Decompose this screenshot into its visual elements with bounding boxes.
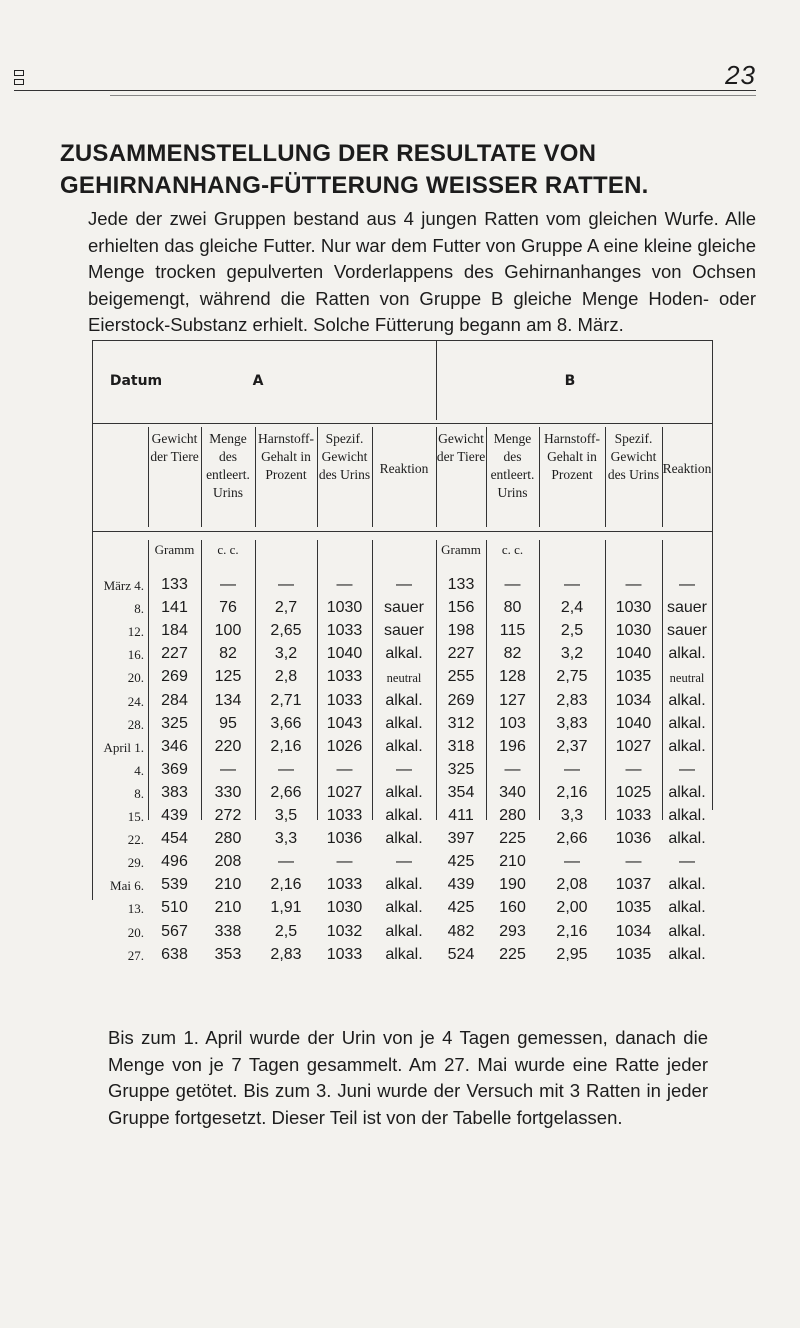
table-row-date: Mai 6. xyxy=(110,878,144,894)
table-cell-b-5: alkal. xyxy=(668,830,706,848)
table-cell-b-3: 2,37 xyxy=(556,737,588,755)
table-cell-b-5: — xyxy=(679,576,695,593)
table-cell-a-2: 210 xyxy=(214,899,242,917)
table-row-date: 22. xyxy=(127,832,144,848)
page-number: 23 xyxy=(725,60,756,90)
table-cell-a-4: 1043 xyxy=(326,714,363,732)
table-cell-b-3: 2,75 xyxy=(556,668,588,686)
table-cell-b-4: — xyxy=(625,853,642,871)
table-cell-b-5: alkal. xyxy=(668,807,706,824)
table-cell-b-2: 190 xyxy=(499,876,526,894)
table-cell-b-3: 3,2 xyxy=(560,645,584,663)
table-cell-a-2: 220 xyxy=(214,737,242,755)
column-header-a-1: Gewicht der Tiere xyxy=(150,431,199,464)
table-cell-b-2: 293 xyxy=(499,922,526,940)
table-cell-a-4: 1036 xyxy=(326,830,363,848)
table-cell-b-4: 1037 xyxy=(615,876,652,894)
table-cell-b-2: 82 xyxy=(503,645,522,663)
table-cell-a-5: neutral xyxy=(386,671,422,686)
table-cell-b-5: neutral xyxy=(669,671,705,686)
table-cell-b-3: 2,16 xyxy=(556,783,588,801)
table-cell-a-5: alkal. xyxy=(385,783,423,801)
table-cell-a-5: — xyxy=(396,576,412,593)
table-cell-b-5: alkal. xyxy=(668,876,706,894)
table-cell-a-4: 1033 xyxy=(326,876,363,894)
table-cell-b-4: 1034 xyxy=(615,691,652,709)
unit-weight-b: Gramm xyxy=(441,542,481,557)
column-header-b-4: Spezif. Gewicht des Urins xyxy=(607,431,660,482)
group-b-header: B xyxy=(564,373,576,389)
table-cell-a-1: 510 xyxy=(161,899,188,917)
table-cell-b-1: 255 xyxy=(447,668,475,686)
table-cell-a-5: alkal. xyxy=(385,876,423,894)
table-cell-a-2: 76 xyxy=(219,599,237,617)
column-header-a-5: Reaktion xyxy=(379,461,429,476)
table-cell-b-5: sauer xyxy=(666,599,708,617)
table-row-date: 12. xyxy=(127,624,144,640)
table-cell-b-4: 1040 xyxy=(615,714,652,732)
table-cell-b-1: 411 xyxy=(448,807,474,824)
table-cell-a-1: 133 xyxy=(161,576,188,593)
table-cell-b-3: 2,08 xyxy=(556,876,588,894)
row-divider xyxy=(92,340,712,341)
row-divider xyxy=(92,423,712,424)
table-cell-a-3: 1,91 xyxy=(270,899,302,917)
table-cell-a-2: 210 xyxy=(214,876,242,894)
table-cell-b-2: 80 xyxy=(503,599,522,617)
table-cell-b-2: 210 xyxy=(499,853,526,871)
table-cell-b-4: 1030 xyxy=(615,622,652,640)
table-cell-a-3: 3,5 xyxy=(274,807,298,824)
title-line-2: GEHIRNANHANG-FÜTTERUNG WEISSER RATTEN. xyxy=(60,172,649,199)
table-cell-a-2: 82 xyxy=(219,645,237,663)
table-cell-a-1: 269 xyxy=(161,668,188,686)
table-cell-b-5: — xyxy=(679,760,695,778)
table-cell-b-3: — xyxy=(564,760,580,778)
table-cell-b-1: 425 xyxy=(447,899,475,917)
table-cell-a-4: 1033 xyxy=(326,668,363,686)
unit-volume-b: c. c. xyxy=(501,542,524,557)
table-cell-b-5: — xyxy=(679,853,695,871)
table-cell-a-3: 2,71 xyxy=(270,691,302,709)
table-cell-b-3: 2,16 xyxy=(556,922,588,940)
table-row-date: 29. xyxy=(127,855,144,871)
table-cell-b-4: 1035 xyxy=(615,899,652,917)
table-cell-b-2: 127 xyxy=(499,691,526,709)
table-row-date: 20. xyxy=(127,924,144,940)
table-cell-a-1: 567 xyxy=(161,922,188,940)
table-cell-b-5: alkal. xyxy=(668,691,706,709)
table-cell-b-1: 198 xyxy=(447,622,475,640)
table-cell-a-2: 95 xyxy=(219,714,237,732)
table-cell-a-3: 3,3 xyxy=(274,830,298,848)
table-cell-b-5: alkal. xyxy=(668,737,706,755)
table-cell-a-2: 125 xyxy=(214,668,242,686)
table-cell-a-2: 100 xyxy=(214,622,242,640)
table-cell-b-2: 225 xyxy=(499,830,526,848)
table-cell-a-1: 383 xyxy=(161,783,188,801)
table-cell-b-3: — xyxy=(564,576,580,593)
table-cell-a-5: — xyxy=(396,853,412,871)
table-cell-a-1: 539 xyxy=(161,876,188,894)
table-cell-a-4: — xyxy=(336,576,353,593)
table-cell-b-2: 225 xyxy=(499,945,526,963)
table-cell-a-5: alkal. xyxy=(385,830,423,848)
table-cell-b-1: 312 xyxy=(447,714,475,732)
table-cell-b-3: 2,83 xyxy=(556,691,588,709)
table-cell-a-3: 3,66 xyxy=(270,714,302,732)
table-cell-b-4: — xyxy=(625,760,642,778)
table-cell-a-3: 2,8 xyxy=(274,668,298,686)
table-cell-a-1: 454 xyxy=(161,830,188,848)
table-cell-b-4: 1034 xyxy=(615,922,652,940)
table-cell-b-1: 325 xyxy=(447,760,475,778)
table-cell-b-4: 1025 xyxy=(615,783,652,801)
table-cell-a-1: 325 xyxy=(161,714,188,732)
table-cell-b-5: alkal. xyxy=(668,714,706,732)
table-cell-a-4: 1033 xyxy=(326,807,363,824)
table-cell-a-5: alkal. xyxy=(385,922,423,940)
row-divider xyxy=(92,531,712,532)
unit-volume-a: c. c. xyxy=(217,542,239,557)
table-cell-a-3: — xyxy=(278,853,294,871)
table-cell-b-1: 354 xyxy=(447,783,475,801)
table-cell-a-4: — xyxy=(336,853,353,871)
table-cell-b-3: 2,4 xyxy=(560,599,584,617)
table-cell-a-3: — xyxy=(278,576,294,593)
table-cell-a-4: — xyxy=(336,760,353,778)
table-cell-a-1: 439 xyxy=(161,807,188,824)
table-row-date: 24. xyxy=(127,693,144,709)
column-header-a-3: Harnstoff-Gehalt in Prozent xyxy=(258,431,314,482)
table-cell-a-2: 134 xyxy=(214,691,242,709)
table-cell-a-3: 2,66 xyxy=(270,783,302,801)
table-cell-b-1: 318 xyxy=(447,737,475,755)
intro-paragraph: Jede der zwei Gruppen bestand aus 4 jungen Ratten vom gleichen Wurfe. Alle erhielten das gleiche Futter. Nur war dem Futter von Gruppe A eine kleine gleiche Menge trocken gepulverten Vorderlappens des Gehirnanhanges von Ochsen beigemengt, während die Ratten von Gruppe B gleiche Menge Hoden- oder Eierstock-Substanz erhielt. Solche Fütterung begann am 8. März. xyxy=(88,208,756,335)
table-cell-a-3: — xyxy=(278,760,294,778)
table-cell-b-1: 269 xyxy=(447,691,475,709)
table-cell-b-2: — xyxy=(504,576,521,593)
table-cell-a-4: 1033 xyxy=(326,622,363,640)
table-cell-a-3: 2,65 xyxy=(270,622,302,640)
table-cell-a-3: 2,16 xyxy=(270,737,302,755)
table-cell-b-3: — xyxy=(564,853,580,871)
table-cell-b-4: 1027 xyxy=(615,737,652,755)
table-cell-b-3: 3,83 xyxy=(556,714,588,732)
column-header-b-2: Menge des entleert. Urins xyxy=(490,431,535,500)
table-cell-a-3: 2,5 xyxy=(274,922,298,940)
table-cell-b-1: 439 xyxy=(447,876,475,894)
table-cell-b-3: 2,00 xyxy=(556,899,588,917)
table-cell-b-2: 340 xyxy=(499,783,526,801)
table-cell-b-5: alkal. xyxy=(668,645,706,663)
table-cell-a-1: 227 xyxy=(161,645,188,663)
table-row-date: 15. xyxy=(127,809,144,824)
table-cell-a-4: 1030 xyxy=(326,899,363,917)
table-row-date: 4. xyxy=(134,762,144,778)
table-cell-b-4: 1035 xyxy=(615,668,652,686)
table-cell-b-1: 482 xyxy=(447,922,475,940)
column-header-b-3: Harnstoff-Gehalt in Prozent xyxy=(544,431,600,482)
table-cell-a-2: 208 xyxy=(214,853,242,871)
table-cell-b-5: alkal. xyxy=(668,922,706,940)
table-cell-b-5: alkal. xyxy=(668,783,706,801)
column-header-b-5: Reaktion xyxy=(662,461,712,476)
group-a-header: A xyxy=(252,373,264,389)
table-cell-b-4: 1030 xyxy=(615,599,652,617)
table-cell-a-2: 272 xyxy=(214,807,242,824)
table-cell-b-1: 397 xyxy=(447,830,475,848)
table-cell-a-4: 1027 xyxy=(326,783,363,801)
table-cell-b-5: sauer xyxy=(666,622,708,640)
table-cell-a-3: 2,83 xyxy=(270,945,302,963)
table-row-date: 8. xyxy=(134,785,144,801)
table-cell-b-4: — xyxy=(625,576,642,593)
table-cell-b-4: 1035 xyxy=(615,945,652,963)
table-row-date: 28. xyxy=(127,716,144,732)
table-cell-a-5: sauer xyxy=(383,599,425,617)
table-cell-a-1: 346 xyxy=(161,737,188,755)
table-cell-b-3: 2,5 xyxy=(560,622,584,640)
table-cell-b-2: 128 xyxy=(499,668,526,686)
table-cell-b-1: 156 xyxy=(447,599,475,617)
table-cell-b-4: 1036 xyxy=(615,830,652,848)
datum-header: Datum xyxy=(109,373,163,389)
table-cell-b-4: 1033 xyxy=(615,807,652,824)
table-cell-a-3: 3,2 xyxy=(274,645,298,663)
table-row-date: 20. xyxy=(127,670,144,686)
table-cell-a-5: — xyxy=(396,760,412,778)
table-cell-a-5: alkal. xyxy=(385,737,423,755)
title-line-1: ZUSAMMENSTELLUNG DER RESULTATE VON xyxy=(60,140,597,167)
table-cell-b-2: 115 xyxy=(499,622,526,640)
table-cell-a-2: 353 xyxy=(214,945,242,963)
table-cell-a-2: — xyxy=(220,576,236,593)
table-cell-b-1: 524 xyxy=(447,945,475,963)
table-cell-a-5: alkal. xyxy=(385,899,423,917)
table-cell-a-4: 1033 xyxy=(326,945,363,963)
table-cell-b-3: 2,66 xyxy=(556,830,588,848)
table-cell-b-2: 196 xyxy=(499,737,526,755)
table-cell-a-2: — xyxy=(220,760,236,778)
table-cell-b-1: 425 xyxy=(447,853,475,871)
column-divider xyxy=(436,340,437,420)
table-cell-a-2: 280 xyxy=(214,830,242,848)
outro-paragraph: Bis zum 1. April wurde der Urin von je 4 Tagen gemessen, danach die Menge von je 7 Tagen gesammelt. Am 27. Mai wurde eine Ratte jeder Gruppe getötet. Bis zum 3. Juni wurde der Versuch mit 3 Ratten in jeder Gruppe fortgesetzt. Dieser Teil ist von der Tabelle fortgelassen. xyxy=(108,1027,708,1128)
table-cell-a-1: 141 xyxy=(161,599,188,617)
table-row-date: 16. xyxy=(127,647,144,663)
table-cell-b-5: alkal. xyxy=(668,945,706,963)
unit-weight-a: Gramm xyxy=(154,542,195,557)
table-cell-a-1: 284 xyxy=(161,691,188,709)
table-cell-b-1: 227 xyxy=(447,645,475,663)
table-cell-a-1: 496 xyxy=(161,853,188,871)
table-cell-a-4: 1030 xyxy=(326,599,363,617)
table-cell-b-1: 133 xyxy=(447,576,475,593)
table-row-date: 8. xyxy=(134,601,144,617)
column-header-b-1: Gewicht der Tiere xyxy=(436,431,486,464)
table-cell-a-3: 2,16 xyxy=(270,876,302,894)
table-cell-b-2: — xyxy=(504,760,521,778)
table-cell-b-3: 3,3 xyxy=(560,807,584,824)
table-cell-a-5: alkal. xyxy=(385,945,423,963)
column-divider xyxy=(712,340,713,810)
table-cell-a-2: 338 xyxy=(214,922,242,940)
table-cell-a-5: alkal. xyxy=(385,714,423,732)
table-cell-b-2: 103 xyxy=(499,714,526,732)
table-cell-a-2: 330 xyxy=(214,783,242,801)
table-cell-b-2: 280 xyxy=(499,807,526,824)
table-cell-a-4: 1026 xyxy=(326,737,363,755)
table-cell-a-4: 1032 xyxy=(326,922,363,940)
table-cell-a-1: 638 xyxy=(161,945,188,963)
table-cell-b-3: 2,95 xyxy=(556,945,588,963)
table-cell-a-5: alkal. xyxy=(385,691,423,709)
table-row-date: März 4. xyxy=(103,578,144,593)
table-cell-a-5: alkal. xyxy=(385,807,423,824)
column-header-a-4: Spezif. Gewicht des Urins xyxy=(318,431,371,482)
table-cell-a-1: 369 xyxy=(161,760,188,778)
table-cell-a-5: sauer xyxy=(383,622,425,640)
table-cell-b-5: alkal. xyxy=(668,899,706,917)
table-cell-a-4: 1033 xyxy=(326,691,363,709)
table-cell-a-4: 1040 xyxy=(326,645,363,663)
table-cell-b-4: 1040 xyxy=(615,645,652,663)
table-cell-b-2: 160 xyxy=(499,899,526,917)
table-cell-a-1: 184 xyxy=(161,622,188,640)
table-row-date: April 1. xyxy=(103,739,144,755)
table-cell-a-3: 2,7 xyxy=(274,599,298,617)
table-cell-a-5: alkal. xyxy=(385,645,423,663)
table-row-date: 27. xyxy=(127,947,144,963)
table-row-date: 13. xyxy=(127,901,144,917)
column-header-a-2: Menge des entleert. Urins xyxy=(206,431,250,500)
